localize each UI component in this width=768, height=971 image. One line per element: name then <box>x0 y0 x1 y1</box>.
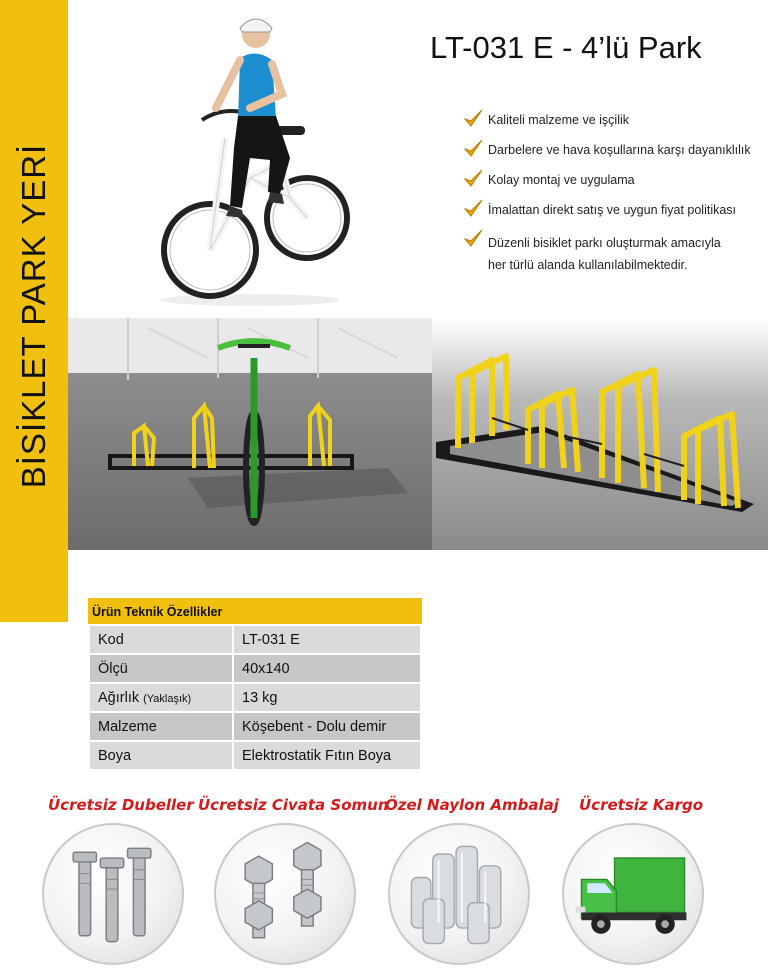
checkmark-icon <box>462 108 484 130</box>
rack-empty-photo <box>432 318 768 550</box>
bonus-label-ambalaj: Özel Naylon Ambalaj <box>385 796 559 814</box>
spec-value: LT-031 E <box>233 625 421 654</box>
delivery-truck-icon <box>564 825 702 963</box>
bonus-label-dubeller: Ücretsiz Dubeller <box>48 796 194 814</box>
feature-text: Darbelere ve hava koşullarına karşı dayanıklılık <box>488 143 751 157</box>
spec-value: Elektrostatik Fıtın Boya <box>233 741 421 770</box>
feature-item <box>462 232 768 276</box>
nylon-rolls-icon <box>390 825 528 963</box>
bonus-circle-civata <box>214 823 356 965</box>
checkmark-icon <box>462 168 484 190</box>
feature-item <box>462 172 768 188</box>
spec-key: Ağırlık <box>98 689 140 706</box>
bonus-label-kargo: Ücretsiz Kargo <box>579 796 704 814</box>
feature-text-line2: her türlü alanda kullanılabilmektedir. <box>488 258 688 272</box>
rack-with-bicycle-photo <box>68 318 435 550</box>
checkmark-icon <box>462 228 484 250</box>
checkmark-icon <box>462 138 484 160</box>
bonus-circle-ambalaj <box>388 823 530 965</box>
feature-item <box>462 142 768 158</box>
feature-text: İmalattan direkt satış ve uygun fiyat politikası <box>488 203 737 217</box>
feature-item <box>462 112 768 128</box>
spec-key: Malzeme <box>89 712 233 741</box>
spec-heading: Ürün Teknik Özellikler <box>88 598 422 624</box>
spec-value: 40x140 <box>233 654 421 683</box>
sidebar-banner <box>0 0 68 622</box>
spec-table <box>88 598 422 771</box>
sidebar-title: BİSİKLET PARK YERİ <box>15 143 52 489</box>
spec-key: Boya <box>89 741 233 770</box>
checkmark-icon <box>462 198 484 220</box>
table-row <box>89 625 421 654</box>
spec-key-cell <box>89 683 233 712</box>
bonus-label-civata: Ücretsiz Civata Somun <box>198 796 389 814</box>
spec-key: Kod <box>89 625 233 654</box>
spec-key: Ölçü <box>89 654 233 683</box>
spec-value: 13 kg <box>233 683 421 712</box>
bonus-circle-dubeller <box>42 823 184 965</box>
spec-rows <box>88 624 422 771</box>
spec-key-note: (Yaklaşık) <box>143 692 192 705</box>
feature-text-line1: Düzenli bisiklet parkı oluşturmak amacıyla <box>488 236 721 250</box>
table-row <box>89 712 421 741</box>
feature-item <box>462 202 768 218</box>
table-row <box>89 654 421 683</box>
feature-list <box>462 112 768 290</box>
product-title: LT-031 E - 4’lü Park <box>430 30 702 65</box>
table-row <box>89 683 421 712</box>
feature-text: Kaliteli malzeme ve işçilik <box>488 113 630 127</box>
feature-text: Kolay montaj ve uygulama <box>488 173 635 187</box>
anchor-bolts-icon <box>44 825 182 963</box>
spec-value: Köşebent - Dolu demir <box>233 712 421 741</box>
table-row <box>89 741 421 770</box>
bolt-nut-icon <box>216 825 354 963</box>
cyclist-photo <box>130 8 370 308</box>
bonus-circle-kargo <box>562 823 704 965</box>
